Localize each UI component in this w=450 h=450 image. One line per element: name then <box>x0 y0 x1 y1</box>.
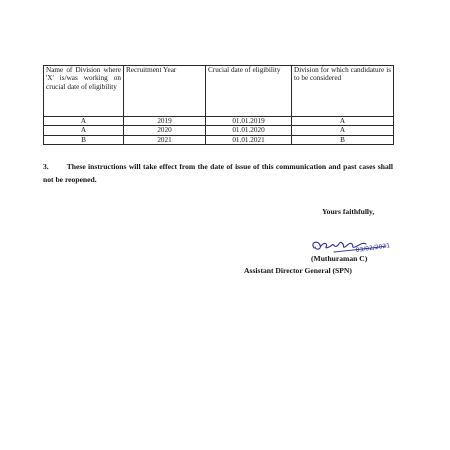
table-row <box>44 117 394 126</box>
table-cell: B <box>292 135 394 144</box>
svg-text:03/02/2021: 03/02/2021 <box>355 242 391 254</box>
table-row <box>44 135 394 144</box>
header-division-name: Name of Division where 'X' is/was working on crucial date of eligibility <box>44 66 124 117</box>
table-row <box>44 126 394 135</box>
table-header-row <box>44 66 394 117</box>
closing-salutation: Yours faithfully, <box>322 207 375 216</box>
eligibility-table <box>43 65 394 145</box>
table-cell: 2019 <box>124 117 206 126</box>
table-cell: A <box>44 117 124 126</box>
table-cell: A <box>44 126 124 135</box>
header-recruitment-year: Recruitment Year <box>124 66 206 117</box>
signatory-designation: Assistant Director General (SPN) <box>244 266 352 275</box>
table-cell: 01.01.2021 <box>206 135 292 144</box>
header-division-candidature: Division for which candidature is to be considered <box>292 66 394 117</box>
table-cell: B <box>44 135 124 144</box>
table-cell: 01.01.2019 <box>206 117 292 126</box>
instruction-paragraph <box>43 160 393 186</box>
signatory-name: (Muthuraman C) <box>311 254 368 263</box>
header-crucial-date: Crucial date of eligibility <box>206 66 292 117</box>
table-cell: 2020 <box>124 126 206 135</box>
paragraph-text: These instructions will take effect from the date of issue of this communication and past cases shall not be reopened. <box>43 162 393 184</box>
paragraph-number: 3. <box>43 162 49 171</box>
table-cell: A <box>292 126 394 135</box>
table-cell: A <box>292 117 394 126</box>
table-cell: 2021 <box>124 135 206 144</box>
table-cell: 01.01.2020 <box>206 126 292 135</box>
